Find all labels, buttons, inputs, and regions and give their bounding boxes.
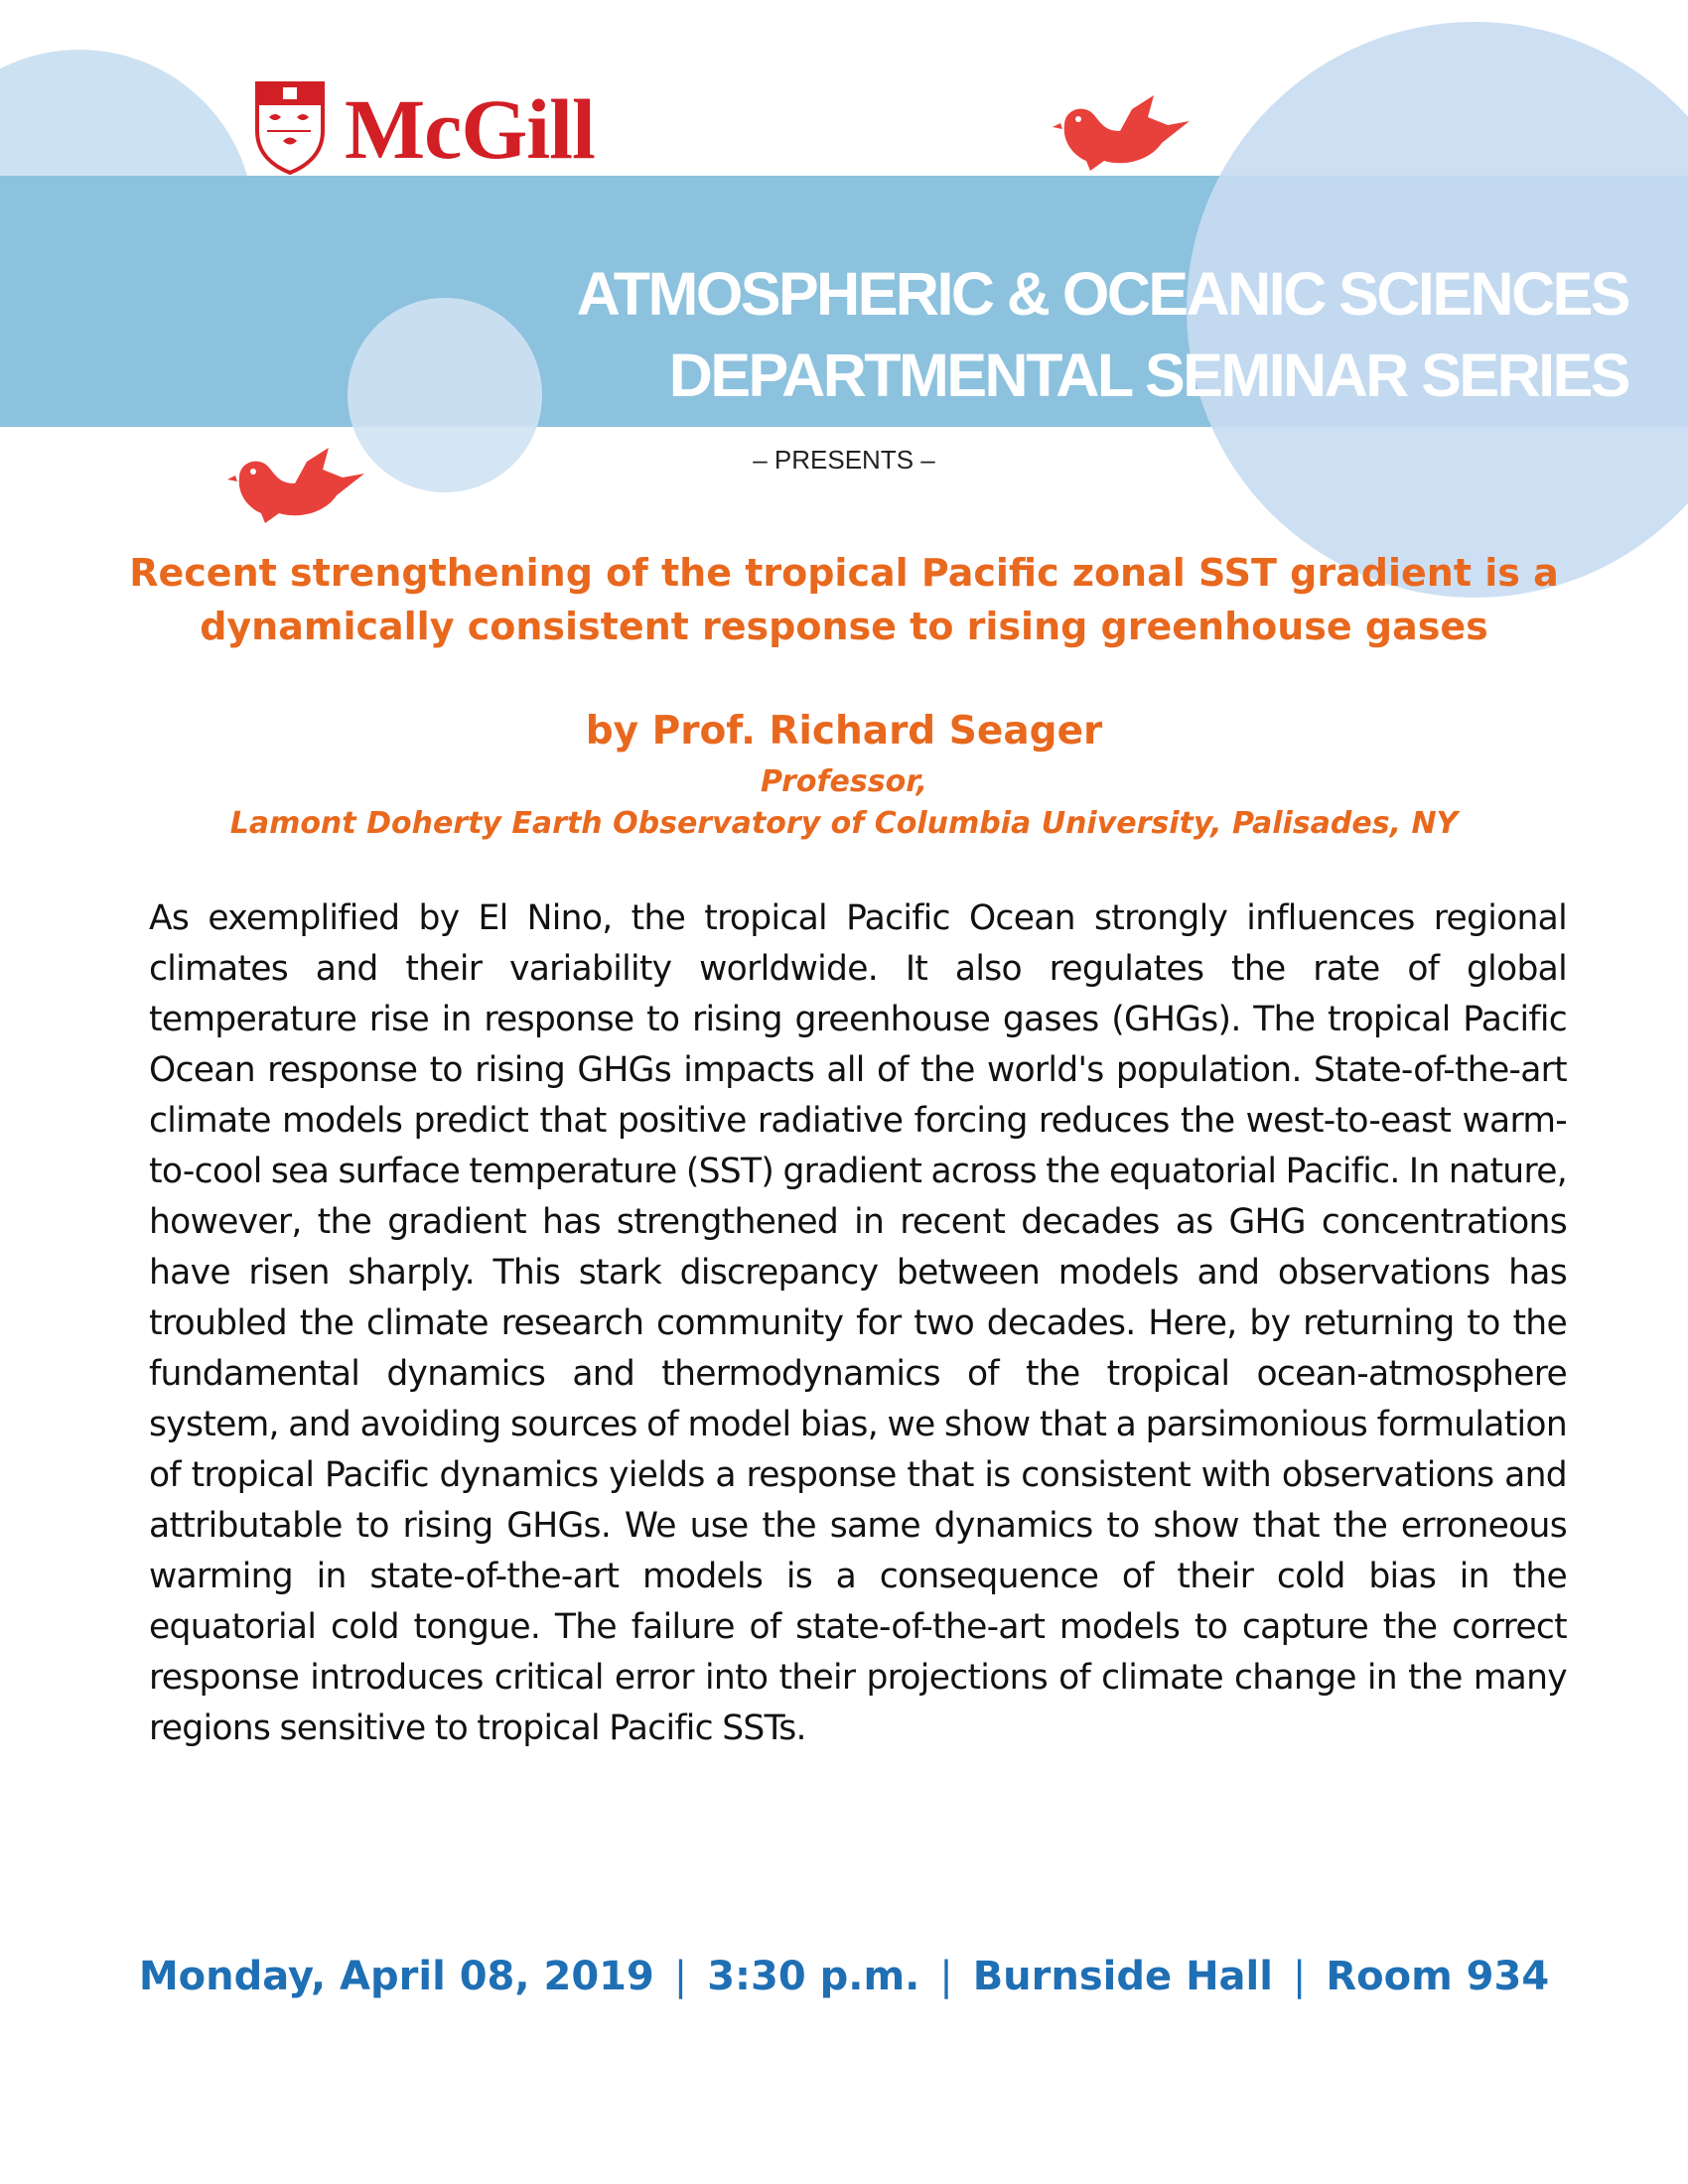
series-title bbox=[397, 253, 1628, 416]
event-time: 3:30 p.m. bbox=[707, 1954, 920, 1999]
talk-title-line-2: dynamically consistent response to rising greenhouse gases bbox=[200, 605, 1488, 648]
speaker-affiliation: Lamont Doherty Earth Observatory of Columbia University, Palisades, NY bbox=[229, 806, 1459, 841]
mcgill-wordmark: McGill bbox=[345, 81, 595, 177]
talk-title-line-1: Recent strengthening of the tropical Pacific zonal SST gradient is a bbox=[129, 551, 1559, 595]
event-date: Monday, April 08, 2019 bbox=[138, 1954, 654, 1999]
event-details bbox=[0, 1954, 1688, 1999]
series-title-line-1: ATMOSPHERIC & OCEANIC SCIENCES bbox=[576, 260, 1628, 328]
event-room: Room 934 bbox=[1326, 1954, 1550, 1999]
red-bird-icon bbox=[1051, 91, 1192, 177]
event-building: Burnside Hall bbox=[972, 1954, 1273, 1999]
speaker-role: Professor, bbox=[761, 764, 927, 799]
event-separator: | bbox=[673, 1954, 688, 1999]
presents-label: – PRESENTS – bbox=[753, 445, 935, 475]
mcgill-logo bbox=[253, 79, 670, 179]
speaker-name: by Prof. Richard Seager bbox=[585, 709, 1103, 753]
series-title-line-2: DEPARTMENTAL SEMINAR SERIES bbox=[668, 341, 1628, 409]
event-separator: | bbox=[1292, 1954, 1307, 1999]
abstract-text: As exemplified by El Nino, the tropical Pacific Ocean strongly influences regional climates and their variability worldwide. It also regulates the rate of global temperature rise in response to rising greenhouse gases (GHGs). The tropical Pacific Ocean response to rising GHGs impacts all of the world's population. State-of-the-art climate models predict that positive radiative forcing reduces the west-to-east warm-to-cool sea surface temperature (SST) gradient across the equatorial Pacific. In nature, however, the gradient has strengthened in recent decades as GHG concentrations have risen sharply. This stark discrepancy between models and observations has troubled the climate research community for two decades. Here, by returning to the fundamental dynamics and thermodynamics of the tropical ocean-atmosphere system, and avoiding sources of model bias, we show that a parsimonious formulation of tropical Pacific dynamics yields a response that is consistent with observations and attributable to rising GHGs. We use the same dynamics to show that the erroneous warming in state-of-the-art models is a consequence of their cold bias in the equatorial cold tongue. The failure of state-of-the-art models to capture the correct response introduces critical error into their projections of climate change in the many regions sensitive to tropical Pacific SSTs. bbox=[149, 898, 1567, 1748]
event-separator: | bbox=[939, 1954, 953, 1999]
mcgill-crest-icon bbox=[253, 79, 327, 175]
talk-title bbox=[89, 546, 1599, 653]
